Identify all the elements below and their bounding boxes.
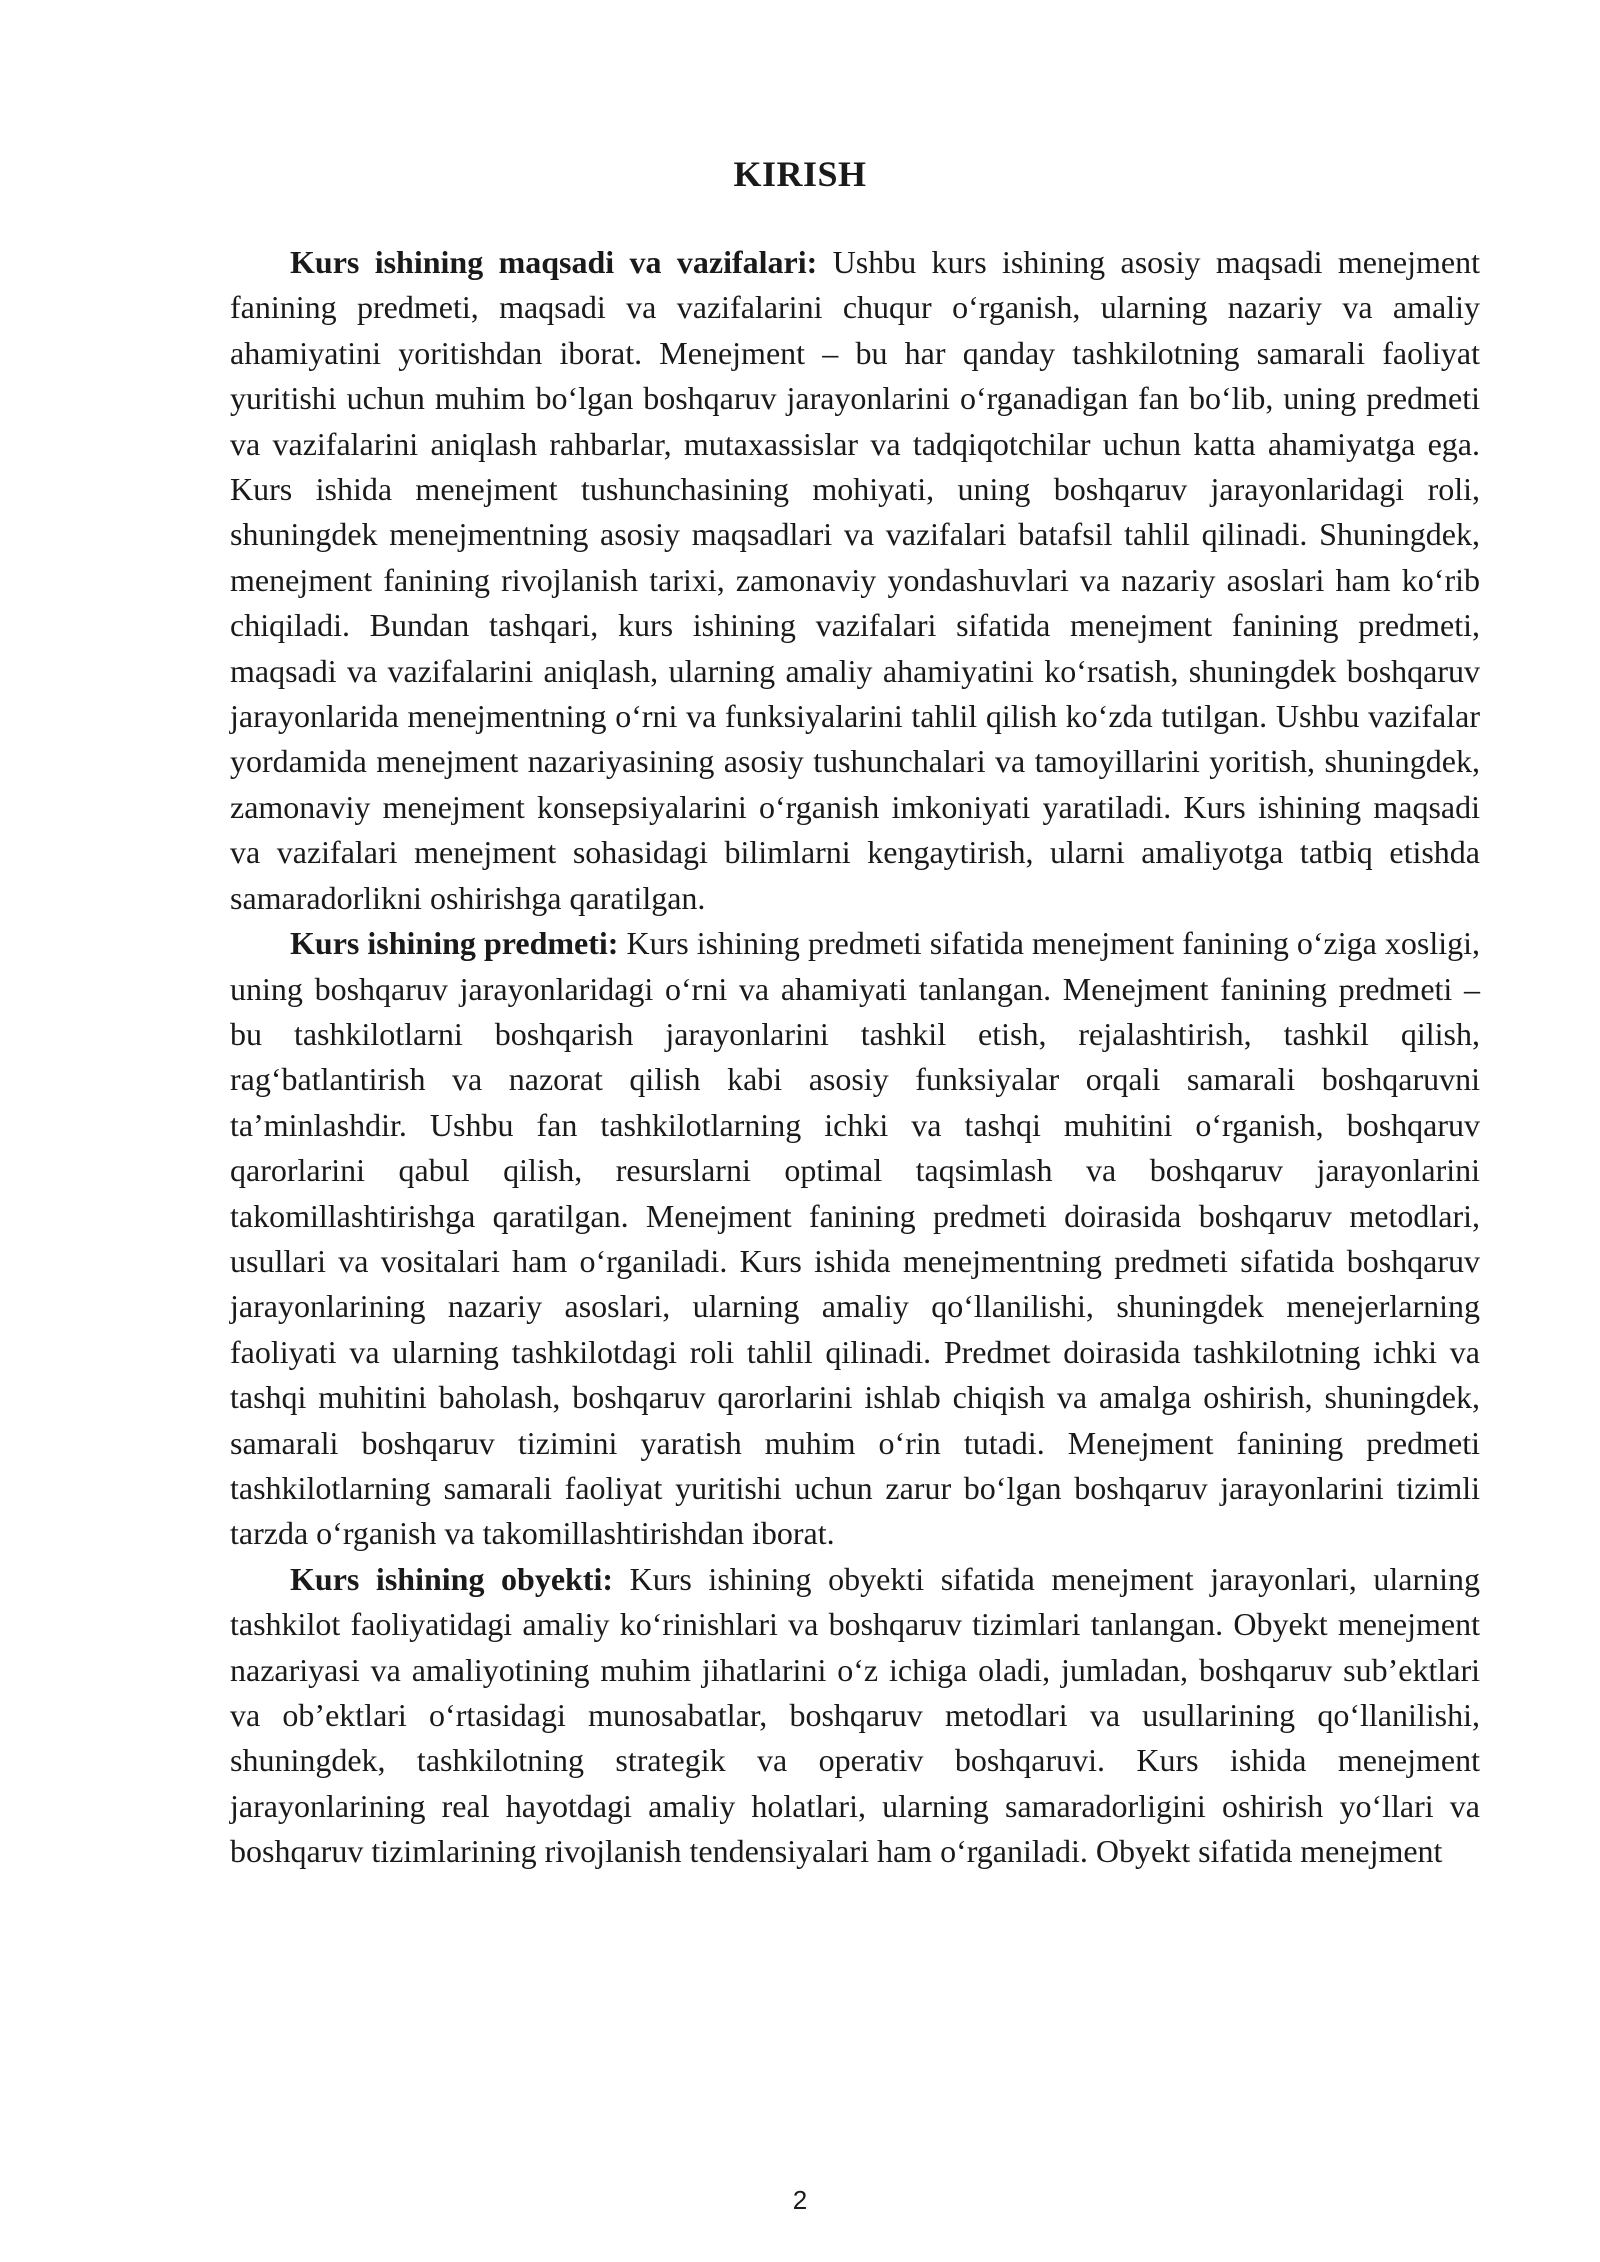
- paragraph-maqsadi-vazifalari: [230, 240, 1480, 921]
- paragraph-predmeti: [230, 921, 1480, 1557]
- page-number: 2: [792, 2185, 808, 2215]
- paragraph-text: Ushbu kurs ishining asosiy maqsadi menejment fanining predmeti, maqsadi va vazifalarini chuqur o‘rganish, ularning nazariy va amaliy ahamiyatini yoritishdan iborat. Menejment – bu har qanday tashkilotning samarali faoliyat yuritishi uchun muhim bo‘lgan boshqaruv jarayonlarini o‘rganadigan fan bo‘lib, uning predmeti va vazifalarini aniqlash rahbarlar, mutaxassislar va tadqiqotchilar uchun katta ahamiyatga ega. Kurs ishida menejment tushunchasining mohiyati, uning boshqaruv jarayonlaridagi roli, shuningdek menejmentning asosiy maqsadlari va vazifalari batafsil tahlil qilinadi. Shuningdek, menejment fanining rivojlanish tarixi, zamonaviy yondashuvlari va nazariy asoslari ham ko‘rib chiqiladi. Bundan tashqari, kurs ishining vazifalari sifatida menejment fanining predmeti, maqsadi va vazifalarini aniqlash, ularning amaliy ahamiyatini ko‘rsatish, shuningdek boshqaruv jarayonlarida menejmentning o‘rni va funksiyalarini tahlil qilish ko‘zda tutilgan. Ushbu vazifalar yordamida menejment nazariyasining asosiy tushunchalari va tamoyillarini yoritish, shuningdek, zamonaviy menejment konsepsiyalarini o‘rganish imkoniyati yaratiladi. Kurs ishining maqsadi va vazifalari menejment sohasidagi bilimlarni kengaytirish, ularni amaliyotga tatbiq etishda samaradorlikni oshirishga qaratilgan.: [230, 244, 1481, 916]
- paragraph-heading: Kurs ishining predmeti:: [290, 925, 619, 962]
- paragraph-text: Kurs ishining predmeti sifatida menejment fanining o‘ziga xosligi, uning boshqaruv jarayonlaridagi o‘rni va ahamiyati tanlangan. Menejment fanining predmeti – bu tashkilotlarni boshqarish jarayonlarini tashkil etish, rejalashtirish, tashkil qilish, rag‘batlantirish va nazorat qilish kabi asosiy funksiyalar orqali samarali boshqaruvni ta’minlashdir. Ushbu fan tashkilotlarning ichki va tashqi muhitini o‘rganish, boshqaruv qarorlarini qabul qilish, resurslarni optimal taqsimlash va boshqaruv jarayonlarini takomillashtirishga qaratilgan. Menejment fanining predmeti doirasida boshqaruv metodlari, usullari va vositalari ham o‘rganiladi. Kurs ishida menejmentning predmeti sifatida boshqaruv jarayonlarining nazariy asoslari, ularning amaliy qo‘llanilishi, shuningdek menejerlarning faoliyati va ularning tashkilotdagi roli tahlil qilinadi. Predmet doirasida tashkilotning ichki va tashqi muhitini baholash, boshqaruv qarorlarini ishlab chiqish va amalga oshirish, shuningdek, samarali boshqaruv tizimini yaratish muhim o‘rin tutadi. Menejment fanining predmeti tashkilotlarning samarali faoliyat yuritishi uchun zarur bo‘lgan boshqaruv jarayonlarini tizimli tarzda o‘rganish va takomillashtirishdan iborat.: [230, 925, 1481, 1552]
- paragraph-text: Kurs ishining obyekti sifatida menejment jarayonlari, ularning tashkilot faoliyatidagi amaliy ko‘rinishlari va boshqaruv tizimlari tanlangan. Obyekt menejment nazariyasi va amaliyotining muhim jihatlarini o‘z ichiga oladi, jumladan, boshqaruv sub’ektlari va ob’ektlari o‘rtasidagi munosabatlar, boshqaruv metodlari va usullarining qo‘llanilishi, shuningdek, tashkilotning strategik va operativ boshqaruvi. Kurs ishida menejment jarayonlarining real hayotdagi amaliy holatlari, ularning samaradorligini oshirish yo‘llari va boshqaruv tizimlarining rivojlanish tendensiyalari ham o‘rganiladi. Obyekt sifatida menejment: [230, 1560, 1481, 1870]
- paragraph-obyekti: [230, 1557, 1480, 1875]
- text-body: [230, 240, 1480, 1875]
- paragraph-heading: Kurs ishining maqsadi va vazifalari:: [290, 244, 818, 280]
- page-title: KIRISH: [733, 154, 867, 194]
- paragraph-heading: Kurs ishining obyekti:: [290, 1560, 614, 1597]
